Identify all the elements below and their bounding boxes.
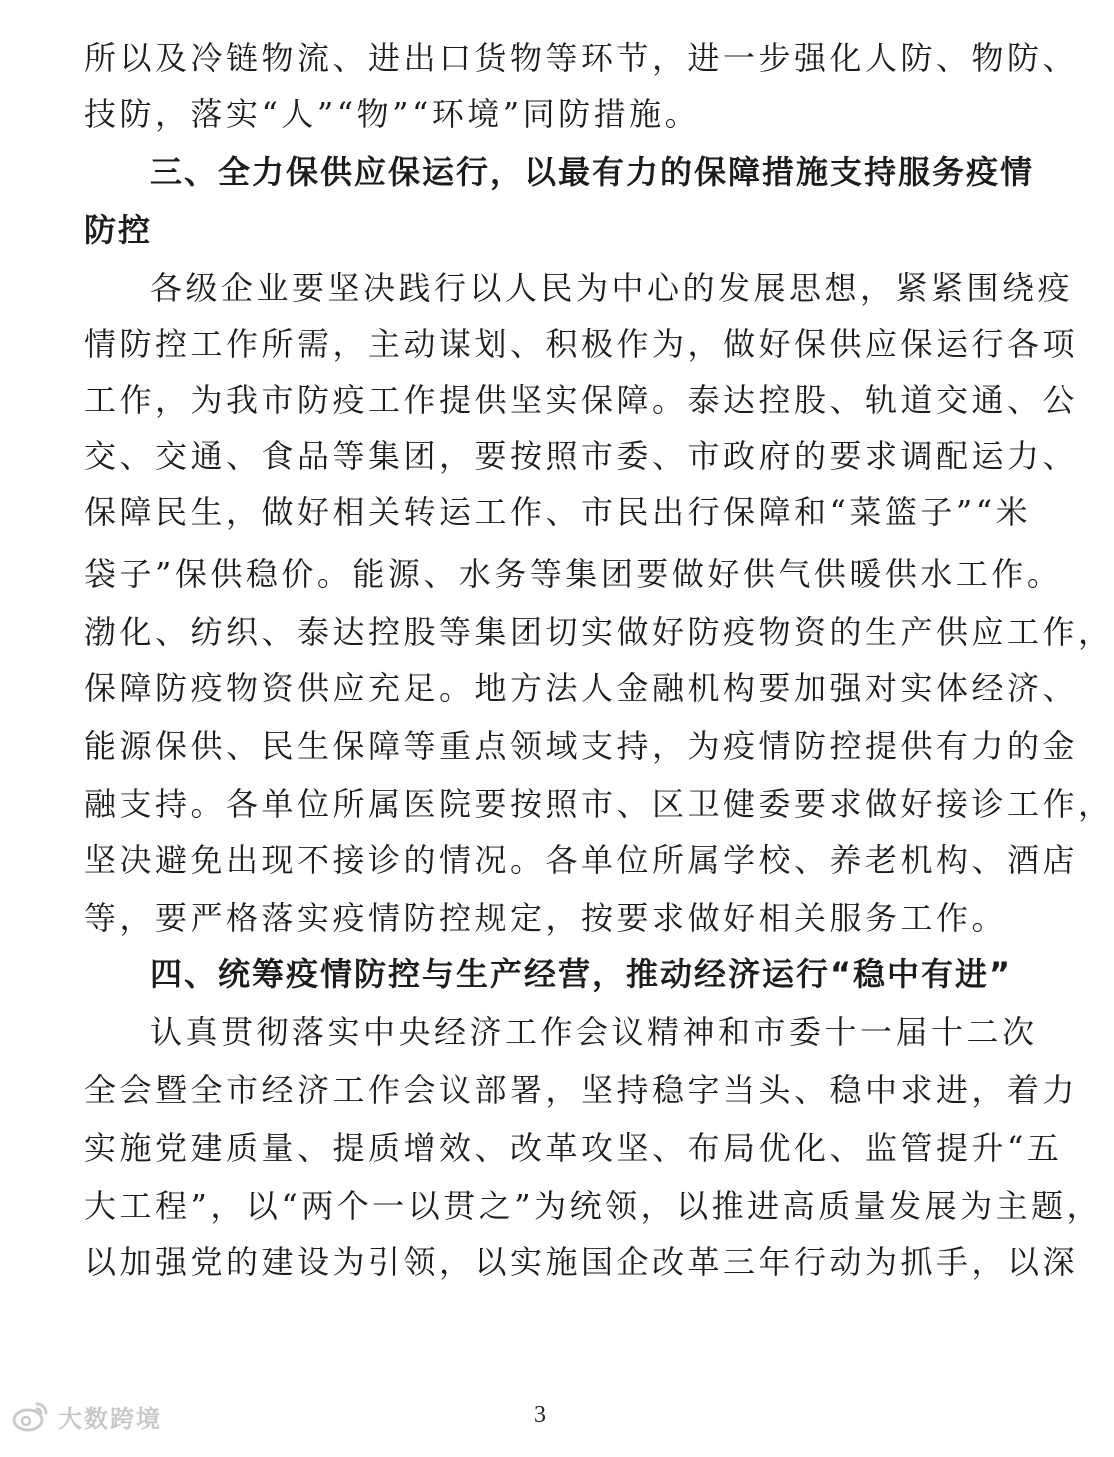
- paragraph-line: 保障防疫物资供应充足。地方法人金融机构要加强对实体经济、: [84, 669, 1079, 707]
- paragraph-line: 融支持。各单位所属医院要按照市、区卫健委要求做好接诊工作，: [84, 785, 1114, 823]
- paragraph-line: 袋子”保供稳价。能源、水务等集团要做好供气供暖供水工作。: [84, 555, 1063, 593]
- paragraph-line: 能源保供、民生保障等重点领域支持，为疫情防控提供有力的金: [84, 727, 1079, 765]
- paragraph-line: 各级企业要坚决践行以人民为中心的发展思想，紧紧围绕疫: [150, 269, 1074, 307]
- paragraph-line: 情防控工作所需，主动谋划、积极作为，做好保供应保运行各项: [84, 325, 1079, 363]
- weibo-logo-icon: [10, 1396, 50, 1436]
- paragraph-line: 保障民生，做好相关转运工作、市民出行保障和“菜篮子”“米: [84, 493, 1032, 531]
- paragraph-line: 坚决避免出现不接诊的情况。各单位所属学校、养老机构、酒店: [84, 841, 1079, 879]
- paragraph-line: 大工程”，以“两个一以贯之”为统领，以推进高质量发展为主题，: [84, 1187, 1103, 1225]
- section-heading-line: 防控: [84, 211, 153, 249]
- paragraph-line: 以加强党的建设为引领，以实施国企改革三年行动为抓手，以深: [84, 1243, 1079, 1281]
- paragraph-line: 认真贯彻落实中央经济工作会议精神和市委十一届十二次: [150, 1013, 1038, 1051]
- page-number: 3: [534, 1402, 546, 1428]
- watermark-text: 大数跨境: [58, 1404, 162, 1433]
- paragraph-line: 实施党建质量、提质增效、改革攻坚、布局优化、监管提升“五: [84, 1129, 1063, 1167]
- paragraph-line: 全会暨全市经济工作会议部署，坚持稳字当头、稳中求进，着力: [84, 1071, 1079, 1109]
- section-heading-line: 四、统筹疫情防控与生产经营，推动经济运行“稳中有进”: [150, 955, 1013, 993]
- paragraph-line: 技防，落实“人”“物”“环境”同防措施。: [84, 95, 701, 133]
- watermark: [10, 1396, 162, 1436]
- paragraph-line: 工作，为我市防疫工作提供坚实保障。泰达控股、轨道交通、公: [84, 381, 1079, 419]
- paragraph-line: 等，要严格落实疫情防控规定，按要求做好相关服务工作。: [84, 899, 1008, 937]
- section-heading-line: 三、全力保供应保运行，以最有力的保障措施支持服务疫情: [150, 153, 1035, 191]
- paragraph-line: 所以及冷链物流、进出口货物等环节，进一步强化人防、物防、: [84, 39, 1079, 77]
- paragraph-line: 交、交通、食品等集团，要按照市委、市政府的要求调配运力、: [84, 437, 1079, 475]
- paragraph-line: 渤化、纺织、泰达控股等集团切实做好防疫物资的生产供应工作，: [84, 613, 1114, 651]
